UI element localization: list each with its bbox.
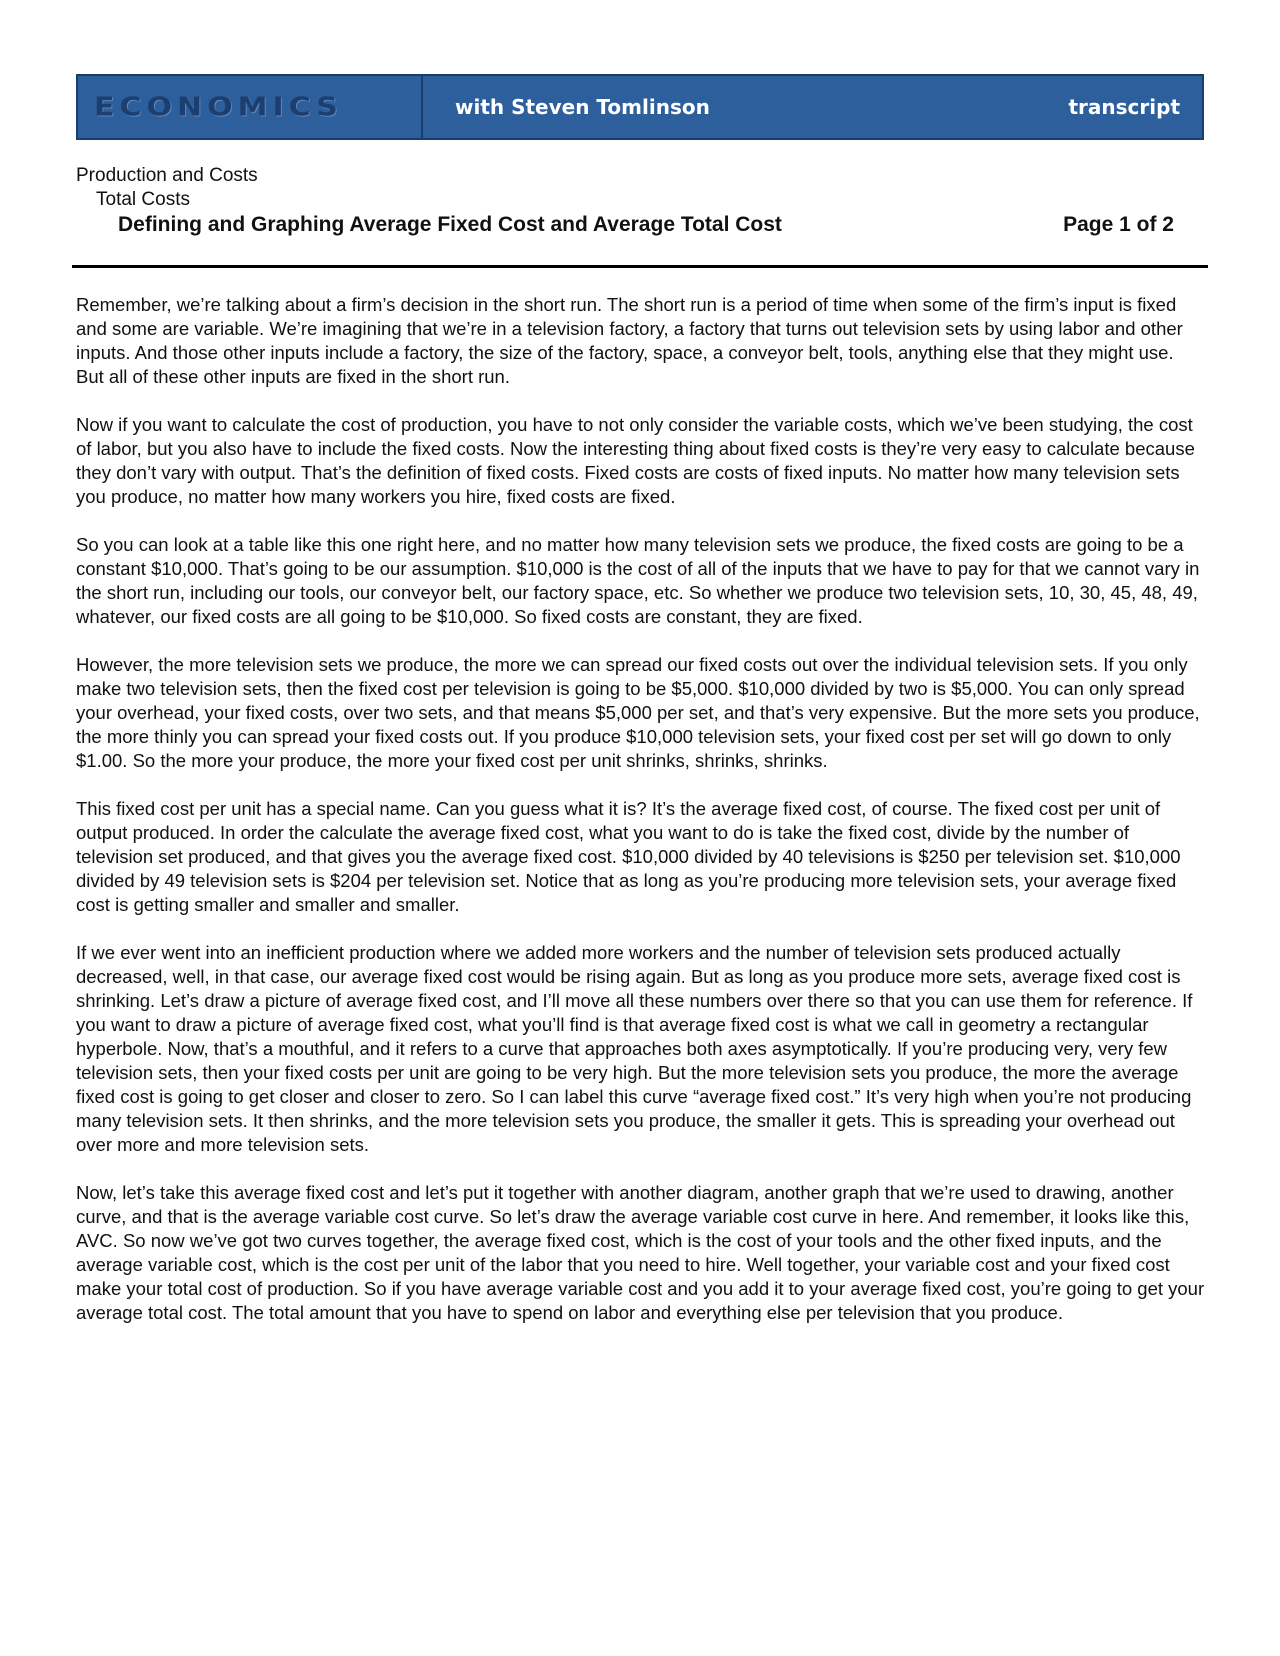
page-indicator: Page 1 of 2 (1063, 213, 1174, 236)
paragraph: Remember, we’re talking about a firm’s decision in the short run. The short run is a period of time when some of the firm’s input is fixed and some are variable. We’re imagining that we’re in a television factory, a factory that turns out television sets by using labor and other inputs. And those other inputs include a factory, the size of the factory, space, a conveyor belt, tools, anything else that they might use. But all of these other inputs are fixed in the short run. (76, 294, 1183, 387)
paragraph: This fixed cost per unit has a special name. Can you guess what it is? It’s the average fixed cost, of course. The fixed cost per unit of output produced. In order the calculate the average fixed cost, what you want to do is take the fixed cost, divide by the number of television set produced, and that gives you the average fixed cost. $10,000 divided by 40 televisions is $250 per television set. $10,000 divided by 49 television sets is $204 per television set. Notice that as long as you’re producing more television sets, your average fixed cost is getting smaller and smaller and smaller. (76, 798, 1181, 915)
paragraph: Now if you want to calculate the cost of production, you have to not only consider the variable costs, which we’ve been studying, the cost of labor, but you also have to include the fixed costs. Now the interesting thing about fixed costs is they’re very easy to calculate because they don’t vary with output. That’s the definition of fixed costs. Fixed costs are costs of fixed inputs. No matter how many television sets you produce, no matter how many workers you hire, fixed costs are fixed. (76, 414, 1195, 507)
paragraph: However, the more television sets we produce, the more we can spread our fixed costs out over the individual television sets. If you only make two television sets, then the fixed cost per television is going to be $5,000. $10,000 divided by two is $5,000. You can only spread your overhead, your fixed costs, over two sets, and that means $5,000 per set, and that’s very expensive. But the more sets you produce, the more thinly you can spread your fixed costs out. If you produce $10,000 television sets, your fixed cost per set will go down to only $1.00. So the more your produce, the more your fixed cost per unit shrinks, shrinks, shrinks. (76, 654, 1200, 771)
header-banner (76, 74, 1204, 140)
economics-logo (78, 76, 423, 138)
transcript-label: transcript (1068, 95, 1180, 119)
breadcrumb-section: Production and Costs (76, 165, 258, 186)
header-divider (72, 265, 1208, 268)
presenter-label: with Steven Tomlinson (455, 95, 710, 119)
breadcrumb-subsection: Total Costs (96, 189, 190, 210)
paragraph: So you can look at a table like this one right here, and no matter how many television sets we produce, the fixed costs are going to be a constant $10,000. That’s going to be our assumption. $10,000 is the cost of all of the inputs that we have to pay for that we cannot vary in the short run, including our tools, our conveyor belt, our factory space, etc. So whether we produce two television sets, 10, 30, 45, 48, 49, whatever, our fixed costs are all going to be $10,000. So fixed costs are constant, they are fixed. (76, 534, 1200, 627)
transcript-body (76, 293, 1206, 1349)
paragraph: If we ever went into an inefficient production where we added more workers and the number of television sets produced actually decreased, well, in that case, our average fixed cost would be rising again. But as long as you produce more sets, average fixed cost is shrinking. Let’s draw a picture of average fixed cost, and I’ll move all these numbers over there so that you can use them for reference. If you want to draw a picture of average fixed cost, what you’ll find is that average fixed cost is what we call in geometry a rectangular hyperbole. Now, that’s a mouthful, and it refers to a curve that approaches both axes asymptotically. If you’re producing very, very few television sets, then your fixed costs per unit are going to be very high. But the more television sets you produce, the more the average fixed cost is going to get closer and closer to zero. So I can label this curve “average fixed cost.” It’s very high when you’re not producing many television sets. It then shrinks, and the more television sets you produce, the smaller it gets. This is spreading your overhead out over more and more television sets. (76, 942, 1193, 1155)
logo-text: ECONOMICS (94, 92, 343, 122)
paragraph: Now, let’s take this average fixed cost and let’s put it together with another diagram, another graph that we’re used to drawing, another curve, and that is the average variable cost curve. So let’s draw the average variable cost curve in here. And remember, it looks like this, AVC. So now we’ve got two curves together, the average fixed cost, which is the cost of your tools and the other fixed inputs, and the average variable cost, which is the cost per unit of the labor that you need to hire. Well together, your variable cost and your fixed cost make your total cost of production. So if you have average variable cost and you add it to your average fixed cost, you’re going to get your average total cost. The total amount that you have to spend on labor and everything else per television that you produce. (76, 1182, 1205, 1323)
page-title: Defining and Graphing Average Fixed Cost and Average Total Cost (118, 213, 782, 236)
